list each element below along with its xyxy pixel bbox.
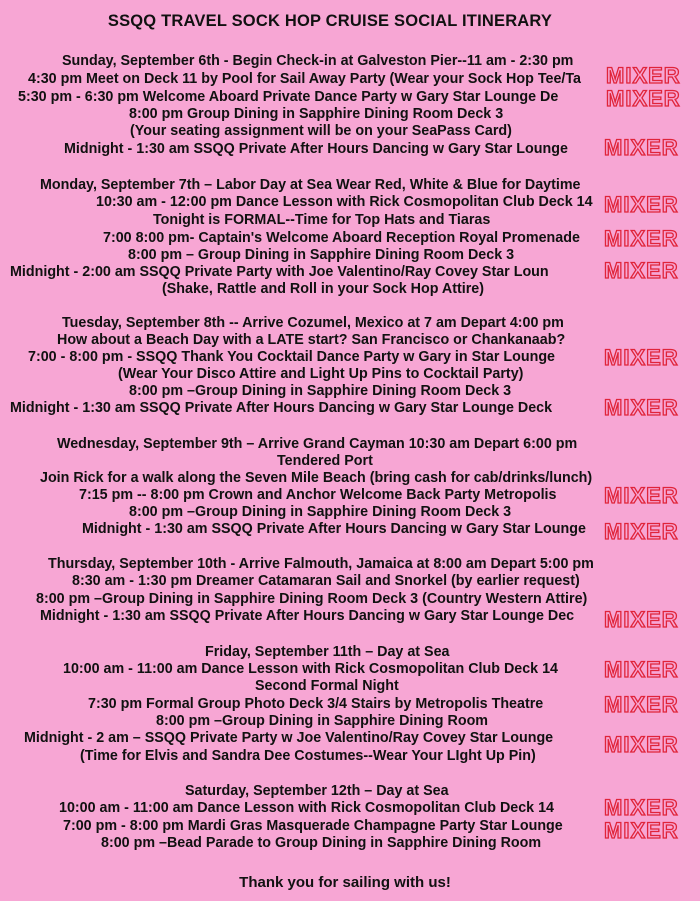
mixer-badge: MIXER — [604, 135, 679, 160]
mixer-badge: MIXER — [604, 795, 679, 820]
footer-thanks: Thank you for sailing with us! — [239, 874, 451, 891]
itinerary-page: SSQQ TRAVEL SOCK HOP CRUISE SOCIAL ITINERARY Sunday, September 6th - Begin Check-in at Galveston Pier--11 am - 2:30 pm 4:30 pm Meet on Deck 11 by Pool for Sail Away Party (Wear your Sock Hop Tee/Ta 5:30 pm - 6:30 pm Welcome Aboard Private Dance Party w Gary Star Lounge De 8:00 pm Group Dining in Sapphire Dining Room Deck 3 (Your seating assignment will be on your SeaPass Card) Midnight - 1:30 am SSQQ Private After Hours Dancing w Gary Star Lounge Monday, September 7th – Labor Day at Sea Wear Red, White & Blue for Daytime 10:30 am - 12:00 pm Dance Lesson with Rick Cosmopolitan Club Deck 14 Tonight is FORMAL--Time for Top Hats and Tiaras 7:00 8:00 pm- Captain's Welcome Aboard Reception Royal Promenade 8:00 pm – Group Dining in Sapphire Dining Room Deck 3 Midnight - 2:00 am SSQQ Private Party with Joe Valentino/Ray Covey Star Loun (Shake, Rattle and Roll in your Sock Hop Attire) Tuesday, September 8th -- Arrive Cozumel, Mexico at 7 am Depart 4:00 pm How about a Beach Day with a LATE start? San Francisco or Chankanaab? 7:00 - 8:00 pm - SSQQ Thank You Cocktail Dance Party w Gary in Star Lounge (Wear Your Disco Attire and Light Up Pins to Cocktail Party) 8:00 pm –Group Dining in Sapphire Dining Room Deck 3 Midnight - 1:30 am SSQQ Private After Hours Dancing w Gary Star Lounge Deck Wednesday, September 9th – Arrive Grand Cayman 10:30 am Depart 6:00 pm Tendered Port Join Rick for a walk along the Seven Mile Beach (bring cash for cab/drinks/lunch) 7:15 pm -- 8:00 pm Crown and Anchor Welcome Back Party Metropolis 8:00 pm –Group Dining in Sapphire Dining Room Deck 3 Midnight - 1:30 am SSQQ Private After Hours Dancing w Gary Star Lounge Thursday, September 10th - Arrive Falmouth, Jamaica at 8:00 am Depart 5:00 pm 8:30 am - 1:30 pm Dreamer Catamaran Sail and Snorkel (by earlier request) 8:00 pm –Group Dining in Sapphire Dining Room Deck 3 (Country Western Attire) Midnight - 1:30 am SSQQ Private After Hours Dancing w Gary Star Lounge Dec Friday, September 11th – Day at Sea 10:00 am - 11:00 am Dance Lesson with Rick Cosmopolitan Club Deck 14 Second Formal Night 7:30 pm Formal Group Photo Deck 3/4 Stairs by Metropolis Theatre 8:00 pm –Group Dining in Sapphire Dining Room Midnight - 2 am – SSQQ Private Party w Joe Valentino/Ray Covey Star Lounge (Time for Elvis and Sandra Dee Costumes--Wear Your LIght Up Pin) Saturday, September 12th – Day at Sea 10:00 am - 11:00 am Dance Lesson with Rick Cosmopolitan Club Deck 14 7:00 pm - 8:00 pm Mardi Gras Masquerade Champagne Party Star Lounge 8:00 pm –Bead Parade to Group Dining in Sapphire Dining Room MIXER MIXER MIXER MIXER MIXER MIXER MIXER MIXER MIXER MIXER MIXER MIXER MIXER MIXER MIXER MIXER Thank you for sailing with us! — [0, 0, 700, 901]
mixer-badge: MIXER — [604, 818, 679, 843]
page-title: SSQQ TRAVEL SOCK HOP CRUISE SOCIAL ITINERARY — [107, 12, 553, 30]
mixer-badge: MIXER — [606, 63, 681, 88]
mixer-badge: MIXER — [604, 345, 679, 370]
mixer-badge: MIXER — [606, 86, 681, 111]
mixer-badge: MIXER — [604, 395, 679, 420]
mixer-badge: MIXER — [604, 607, 679, 632]
mixer-badge: MIXER — [604, 732, 679, 757]
mixer-badge: MIXER — [604, 692, 679, 717]
mixer-badge: MIXER — [604, 519, 679, 544]
mixer-badge: MIXER — [604, 192, 679, 217]
mixer-badge: MIXER — [604, 226, 679, 251]
mixer-badge: MIXER — [604, 258, 679, 283]
mixer-badge: MIXER — [604, 657, 679, 682]
mixer-badge: MIXER — [604, 483, 679, 508]
